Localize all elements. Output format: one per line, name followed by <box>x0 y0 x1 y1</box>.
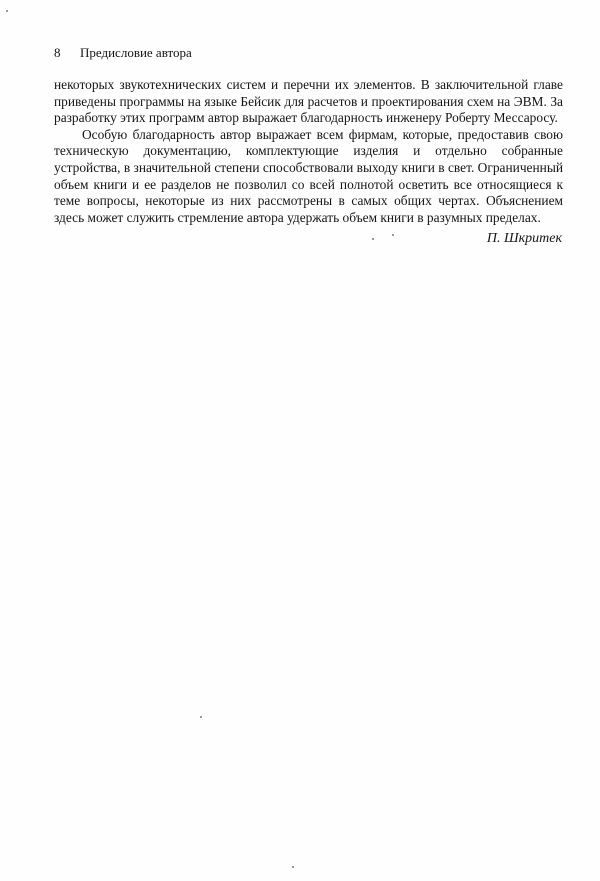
scan-speck <box>372 238 374 240</box>
paragraph-1: некоторых звукотехнических систем и перечни их элементов. В заключительной главе приведены программы на языке Бейсик для расчетов и проектирования схем на ЭВМ. За разработку этих программ автор выражает благодарность инженеру Роберту Мессаросу. <box>54 77 563 126</box>
paragraph-2: Особую благодарность автор выражает всем фирмам, которые, предоставив свою техническую документацию, комплектующие изделия и отдельно собранные устройства, в значительной степени способствовали выходу книги в свет. Ограниченный объем книги и ее разделов не позволил со всей полнотой осветить все относящиеся к теме вопросы, некоторые из них рассмотрены в самых общих чертах. Объяснением здесь может служить стремление автора удержать объем книги в разумных пределах. <box>54 126 563 225</box>
author-signature: П. Шкритек <box>486 231 562 246</box>
scan-speck <box>292 866 294 868</box>
scan-speck <box>392 234 394 236</box>
running-head <box>54 45 192 61</box>
running-head-title: Предисловие автора <box>80 45 192 60</box>
body-text <box>54 77 563 226</box>
scan-speck <box>200 716 202 718</box>
scan-speck <box>6 10 8 12</box>
page-number: 8 <box>54 45 61 60</box>
